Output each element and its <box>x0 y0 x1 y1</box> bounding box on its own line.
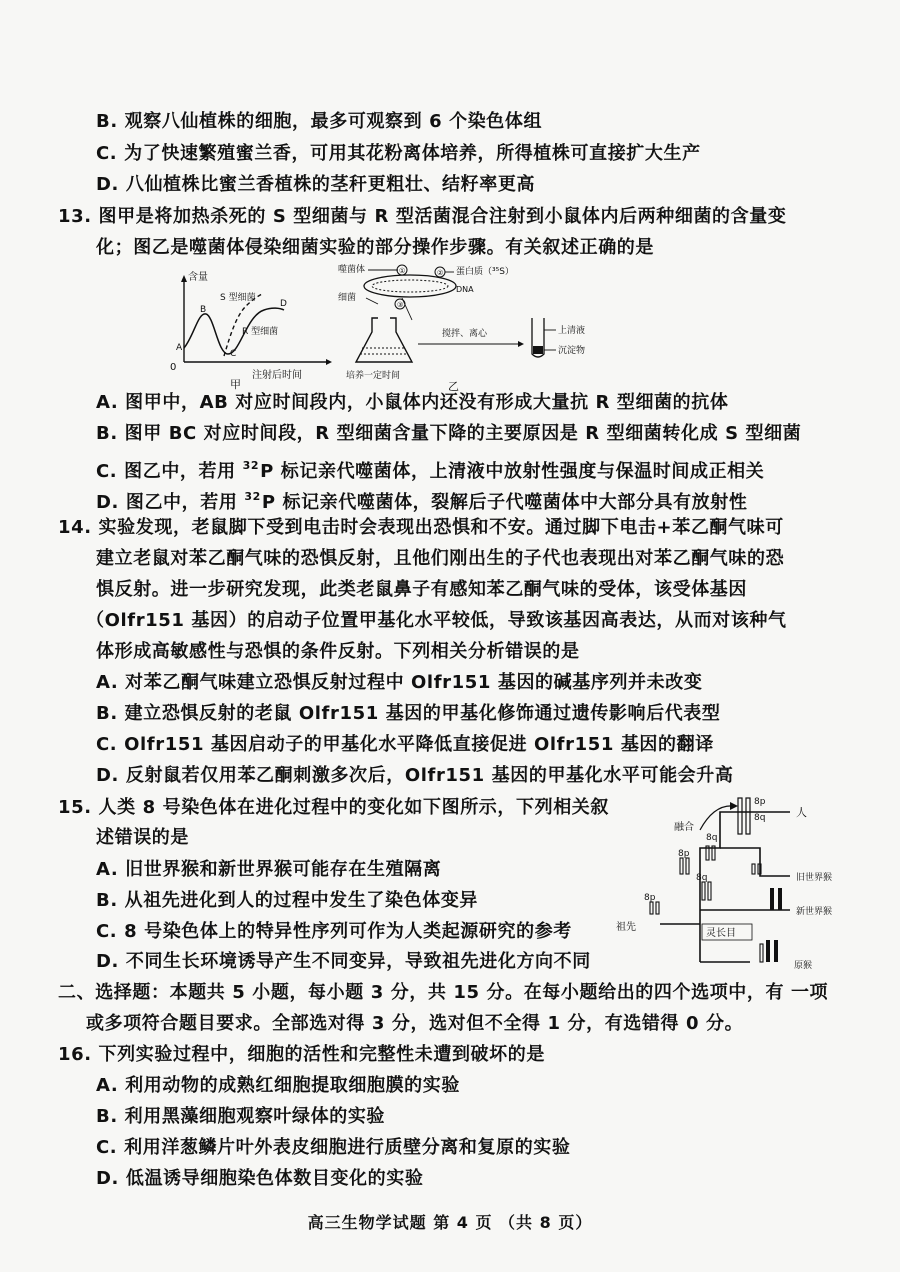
svg-text:③: ③ <box>397 301 404 309</box>
section2-heading-line1: 二、选择题：本题共 5 小题，每小题 3 分，共 15 分。在每小题给出的四个选项中，有 一项 <box>58 982 829 1003</box>
culture-label: 培养一定时间 <box>346 371 401 381</box>
figure-yi-caption: 乙 <box>448 380 459 392</box>
figure-jia-caption: 甲 <box>230 378 241 390</box>
sediment-label: 沉淀物 <box>558 346 586 356</box>
s-curve <box>224 294 262 356</box>
old-world-monkey-label: 旧世界猴 <box>796 873 833 883</box>
q14-option-a: A. 对苯乙酮气味建立恐惧反射过程中 Olfr151 基因的碱基序列并未改变 <box>96 672 703 693</box>
flask-icon <box>356 318 412 362</box>
phage-head-outline <box>364 275 456 297</box>
r-curve-label: R 型细菌 <box>242 327 279 337</box>
q15-stem-line2: 述错误的是 <box>96 827 189 848</box>
q15-option-c: C. 8 号染色体上的特异性序列可作为人类起源研究的参考 <box>96 921 572 942</box>
point-c: C <box>230 349 237 359</box>
prosimian-label: 原猴 <box>794 961 813 971</box>
protein-label: 蛋白质（³⁵S） <box>456 267 514 277</box>
q13-option-d: D. 图乙中，若用 $^{32}$P 标记亲代噬菌体，裂解后子代噬菌体中大部分具有放射性 <box>96 490 748 513</box>
q14-option-b: B. 建立恐惧反射的老鼠 Olfr151 基因的甲基化修饰通过遗传影响后代表型 <box>96 703 721 724</box>
s-curve-label: S 型细菌 <box>220 293 256 303</box>
q14-stem-line3: 惧反射。进一步研究发现，此类老鼠鼻子有感知苯乙酮气味的受体，该受体基因 <box>96 579 747 600</box>
svg-text:8q: 8q <box>754 813 766 823</box>
q14-stem-line4: （Olfr151 基因）的启动子位置甲基化水平较低，导致该基因高表达，从而对该种气 <box>86 610 787 631</box>
y-axis-label: 含量 <box>188 272 208 283</box>
svg-text:8p: 8p <box>678 849 690 859</box>
new-world-monkey-label: 新世界猴 <box>796 907 833 917</box>
point-b: B <box>200 305 207 315</box>
page-footer: 高三生物学试题 第 4 页 （共 8 页） <box>307 1213 593 1232</box>
q13-figure-yi <box>338 262 618 392</box>
svg-text:①: ① <box>399 267 406 275</box>
x-axis-label: 注射后时间 <box>252 370 302 381</box>
svg-text:②: ② <box>437 269 444 277</box>
point-a: A <box>176 343 183 353</box>
q16-option-c: C. 利用洋葱鳞片叶外表皮细胞进行质壁分离和复原的实验 <box>96 1137 571 1158</box>
q16-option-b: B. 利用黑藻细胞观察叶绿体的实验 <box>96 1106 386 1127</box>
svg-text:8p: 8p <box>754 797 766 807</box>
q13-option-a: A. 图甲中，AB 对应时间段内，小鼠体内还没有形成大量抗 R 型细菌的抗体 <box>96 392 729 413</box>
q15-option-b: B. 从祖先进化到人的过程中发生了染色体变异 <box>96 890 479 911</box>
q14-stem-line2: 建立老鼠对苯乙酮气味的恐惧反射，且他们刚出生的子代也表现出对苯乙酮气味的恐 <box>96 548 785 569</box>
q13-figure-jia <box>166 266 336 390</box>
supernatant-label: 上清液 <box>558 326 586 336</box>
q15-stem-line1: 15. 人类 8 号染色体在进化过程中的变化如下图所示，下列相关叙 <box>58 797 610 818</box>
origin-label: 0 <box>170 362 177 373</box>
q13-option-b: B. 图甲 BC 对应时间段，R 型细菌含量下降的主要原因是 R 型细菌转化成 S 型细菌 <box>96 423 802 444</box>
q14-stem-line1: 14. 实验发现，老鼠脚下受到电击时会表现出恐惧和不安。通过脚下电击+苯乙酮气味可 <box>58 517 784 538</box>
ancestor-label: 祖先 <box>616 922 636 933</box>
q13-stem-line2: 化；图乙是噬菌体侵染细菌实验的部分操作步骤。有关叙述正确的是 <box>96 237 654 258</box>
svg-text:8q: 8q <box>706 833 718 843</box>
q14-option-c: C. Olfr151 基因启动子的甲基化水平降低直接促进 Olfr151 基因的翻译 <box>96 734 714 755</box>
human-label: 人 <box>796 806 807 819</box>
fusion-label: 融合 <box>674 822 694 833</box>
svg-text:8p: 8p <box>644 893 656 903</box>
q15-option-d: D. 不同生长环境诱导产生不同变异，导致祖先进化方向不同 <box>96 951 591 972</box>
q16-option-a: A. 利用动物的成熟红细胞提取细胞膜的实验 <box>96 1075 460 1096</box>
svg-text:8q: 8q <box>696 873 708 883</box>
section2-heading-line2: 或多项符合题目要求。全部选对得 3 分，选对但不全得 1 分，有选错得 0 分。 <box>86 1013 744 1034</box>
dna-label: DNA <box>456 285 474 294</box>
q12-option-c: C. 为了快速繁殖蜜兰香，可用其花粉离体培养，所得植株可直接扩大生产 <box>96 143 701 164</box>
q15-option-a: A. 旧世界猴和新世界猴可能存在生殖隔离 <box>96 859 442 880</box>
q16-option-d: D. 低温诱导细胞染色体数目变化的实验 <box>96 1168 424 1189</box>
point-d: D <box>280 299 287 309</box>
q14-stem-line5: 体形成高敏感性与恐惧的条件反射。下列相关分析错误的是 <box>96 641 580 662</box>
q12-option-b: B. 观察八仙植株的细胞，最多可观察到 6 个染色体组 <box>96 111 543 132</box>
q13-option-c: C. 图乙中，若用 $^{32}$P 标记亲代噬菌体，上清液中放射性强度与保温时间成正相关 <box>96 459 765 482</box>
q15-evolution-tree <box>610 790 860 980</box>
primate-label: 灵长目 <box>706 928 736 939</box>
phage-label: 噬菌体 <box>338 265 366 275</box>
bacteria-label: 细菌 <box>338 293 357 303</box>
q16-stem: 16. 下列实验过程中，细胞的活性和完整性未遭到破坏的是 <box>58 1044 545 1065</box>
q14-option-d: D. 反射鼠若仅用苯乙酮刺激多次后，Olfr151 基因的甲基化水平可能会升高 <box>96 765 734 786</box>
mix-label: 搅拌、离心 <box>442 329 488 339</box>
q12-option-d: D. 八仙植株比蜜兰香植株的茎秆更粗壮、结籽率更高 <box>96 174 536 195</box>
q13-stem-line1: 13. 图甲是将加热杀死的 S 型细菌与 R 型活菌混合注射到小鼠体内后两种细菌的含量变 <box>58 206 787 227</box>
